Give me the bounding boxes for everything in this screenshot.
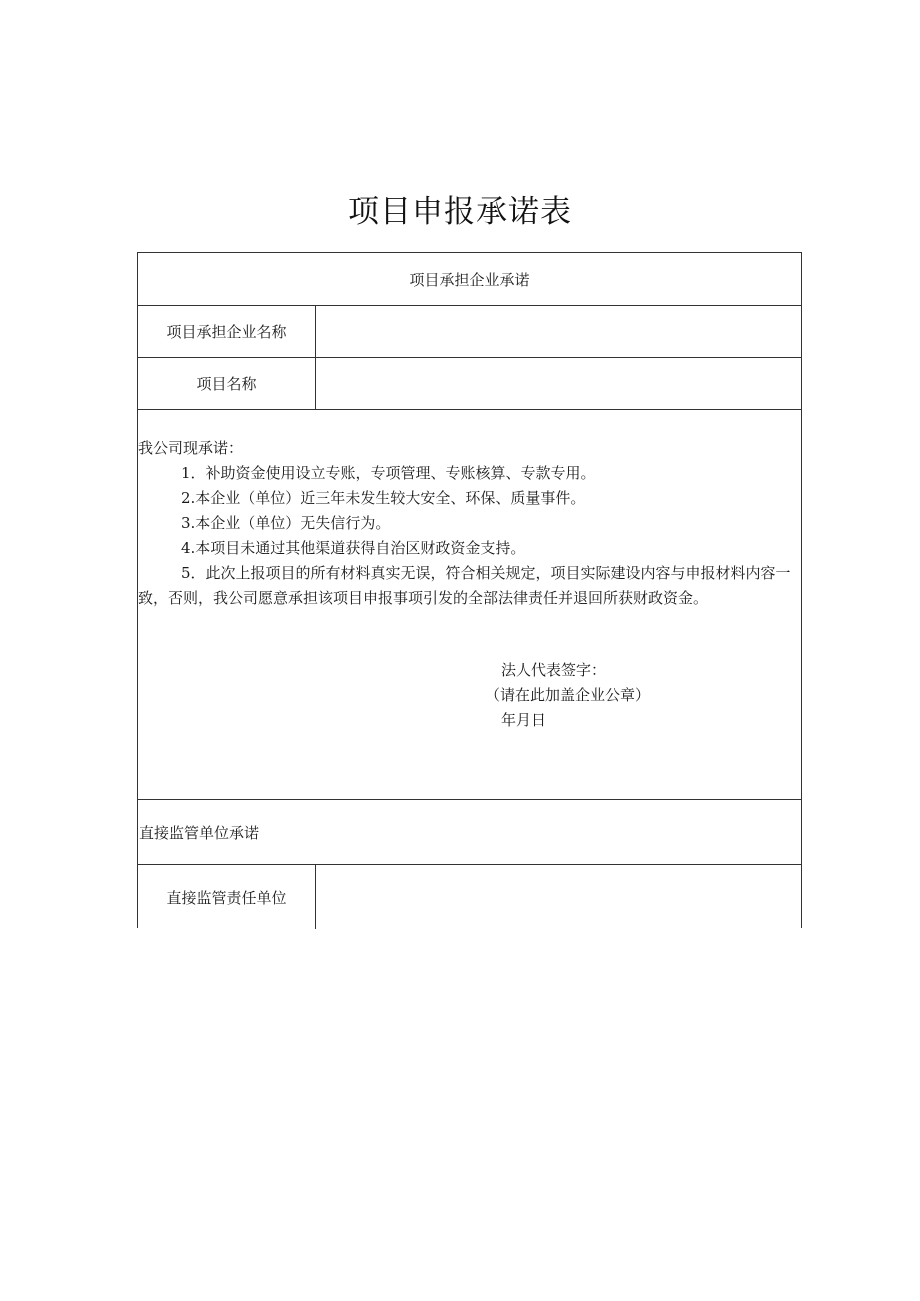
enterprise-section-header: 项目承担企业承诺: [409, 270, 530, 289]
pledge-row: [138, 410, 801, 800]
signature-label: 法人代表签字：: [501, 661, 607, 679]
pledge-item: 4.本项目未通过其他渠道获得自治区财政资金支持。: [181, 539, 526, 557]
enterprise-name-field[interactable]: [316, 306, 801, 357]
supervisor-unit-field[interactable]: [316, 865, 801, 929]
pledge-item: 1．补助资金使用设立专账，专项管理、专账核算、专款专用。: [181, 464, 596, 482]
project-name-row: [138, 358, 801, 410]
pledge-text: [138, 410, 801, 611]
date-label: 年月日: [501, 711, 547, 729]
page-title: 项目申报承诺表: [348, 194, 572, 230]
enterprise-section-header-row: [138, 253, 801, 306]
pledge-continuation: 致，否则，我公司愿意承担该项目申报事项引发的全部法律责任并退回所获财政资金。: [138, 589, 709, 607]
pledge-item: 2.本企业（单位）近三年未发生较大安全、环保、质量事件。: [181, 489, 586, 507]
enterprise-name-label: 项目承担企业名称: [138, 306, 316, 357]
commitment-form: [137, 252, 802, 928]
project-name-label: 项目名称: [138, 358, 316, 409]
project-name-field[interactable]: [316, 358, 801, 409]
signature-block: [485, 658, 651, 733]
pledge-item: 5．此次上报项目的所有材料真实无误，符合相关规定，项目实际建设内容与申报材料内容一: [181, 564, 791, 582]
seal-note: （请在此加盖企业公章）: [485, 686, 651, 704]
supervisor-unit-label: 直接监管责任单位: [138, 865, 316, 929]
enterprise-name-row: [138, 306, 801, 358]
pledge-intro: 我公司现承诺：: [138, 439, 244, 457]
supervisor-unit-row: [138, 865, 801, 929]
supervisor-section-header-row: [138, 800, 801, 865]
pledge-item: 3.本企业（单位）无失信行为。: [181, 514, 391, 532]
supervisor-section-header: 直接监管单位承诺: [139, 823, 260, 842]
